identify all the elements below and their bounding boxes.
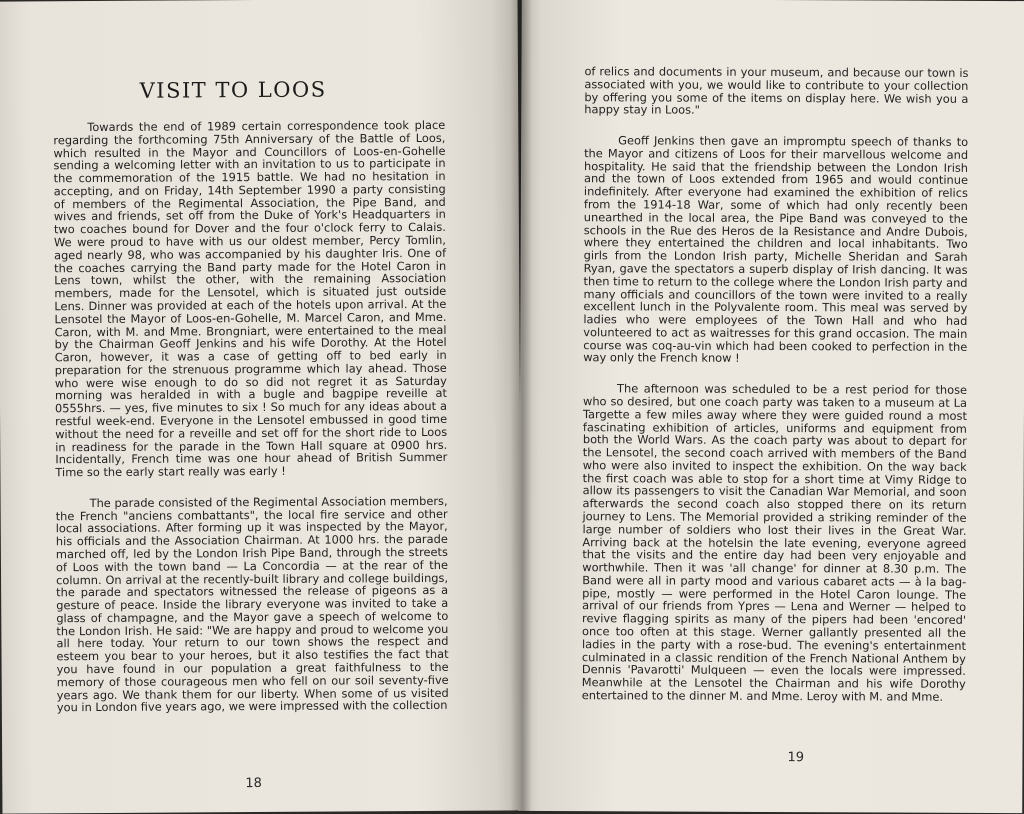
paragraph: The afternoon was scheduled to be a rest period for those who so desired, but one coach party was taken to a museum at La Targette a few miles away where they were guided round a most fascinating exhibition of articles, uniforms and equipment from both the World Wars. As the coach party was about to depart for the Lensotel, the second coach arrived with members of the Band who were also invited to inspect the exhibition. On the way back the first coach was able to stop for a short time at Vimy Ridge to allow its passengers to visit the Canadian War Memorial, and soon afterwards the second coach also stopped there on its return journey to Lens. The Memorial provided a striking reminder of the large number of soldiers who lost their lives in the Great War. Arriving back at the hotelsin the late evening, everyone agreed that the visits and the entire day had been very enjoyable and worthwhile. Then it was 'all change' for dinner at 8.30 p.m. The Band were all in party mood and various cabaret acts — à la bag-pipe, mostly — were performed in the Hotel Caron lounge. The arrival of our friends from Ypres — Lena and Werner — helped to revive flagging spirits as many of the pipers had been 'encored' once too often at this stage. Werner gallantly presented all the ladies in the party with a rose-bud. The evening's entertainment culminated in a classic rendition of the French National Anthem by Dennis 'Pavarotti' Mulqueen — even the locals were impressed. Meanwhile at the Lensotel the Chairman and his wife Dorothy entertained to the dinner M. and Mme. Leroy with M. and Mme. [581,381,968,704]
right-page-text [582,65,969,703]
page-number-right: 19 [787,750,805,766]
right-page [518,0,1024,813]
paragraph: The parade consisted of the Regimental Association members, the French "anciens combattants", the local fire service and other local associations. After forming up it was inspected by the Mayor, his officials and the Association Chairman. At 1000 hrs. the parade marched off, led by the London Irish Pipe Band, through the streets of Loos with the town band — La Concordia — at the rear of the column. On arrival at the recently-built library and college buildings, the parade and spectators witnessed the release of pigeons as a gesture of peace. Inside the library everyone was invited to take a glass of champagne, and the Mayor gave a speech of welcome to the London Irish. He said: "We are happy and proud to welcome you all here today. Your return to our town shows the respect and esteem you bear to your heroes, but it also testifies the fact that you have found in our population a great faithfulness to the memory of those courageous men who fell on our soil seventy-five years ago. We thank them for our liberty. When some of us visited you in London five years ago, we were impressed with the collection [55,493,449,715]
article-title: VISIT TO LOOS [139,77,327,103]
paragraph: Geoff Jenkins then gave an impromptu speech of thanks to the Mayor and citizens of Loos for their marvellous welcome and hospitality. He said that the friendship between the London Irish and the town of Loos extended from 1965 and would continue indefinitely. After everyone had examined the exhibition of relics from the 1914-18 War, some of which had only recently been unearthed in the local area, the Pipe Band was conveyed to the schools in the Rue des Heros de la Resistance and Andre Dubois, where they entertained the children and local inhabitants. Two girls from the London Irish party, Michelle Sheridan and Sarah Ryan, gave the spectators a superb display of Irish dancing. It was then time to return to the college where the London Irish party and many officials and councillors of the town were invited to a really excellent lunch in the Polyvalente room. This meal was served by ladies who were employees of the Town Hall and who had volunteered to act as waitresses for this grand occasion. The main course was coq-au-vin which had been cooked to perfection in the way only the French know ! [583,133,969,366]
paragraph: Towards the end of 1989 certain correspondence took place regarding the forthcoming 75th Anniversary of the Battle of Loos, which resulted in the Mayor and Councillors of Loos-en-Gohelle sending a welcoming letter with an invitation to us to participate in the commemoration of the 1915 battle. We had no hesitation in accepting, and on Friday, 14th September 1990 a party consisting of members of the Regimental Association, the Pipe Band, and wives and friends, set off from the Duke of York's Headquarters in two coaches bound for Dover and the four o'clock ferry to Calais. We were proud to have with us our oldest member, Percy Tomlin, aged nearly 98, who was accompanied by his daughter Iris. One of the coaches carrying the Band party made for the Hotel Caron in Lens town, whilst the other, with the remaining Association members, made for the Lensotel, which is situated just outside Lens. Dinner was provided at each of the hotels upon arrival. At the Lensotel the Mayor of Loos-en-Gohelle, M. Marcel Caron, and Mme. Caron, with M. and Mme. Brongniart, were entertained to the meal by the Chairman Geoff Jenkins and his wife Dorothy. At the Hotel Caron, however, it was a case of getting off to bed early in preparation for the strenuous programme which lay ahead. Those who were wise enough to do so did not regret it as Saturday morning was heralded in with a bugle and bagpipe reveille at 0555hrs. — yes, five minutes to six ! So much for any ideas about a restful week-end. Everyone in the Lensotel embussed in good time without the need for a reveille and set off for the short ride to Loos in readiness for the parade in the Town Hall square at 0900 hrs. Incidentally, French time was one hour ahead of British Summer Time so the early start really was early ! [53,117,448,480]
book-gutter [510,0,532,812]
paragraph: of relics and documents in your museum, and because our town is associated with you, we would like to contribute to your collection by offering you some of the items on display here. We wish you a happy stay in Loos." [584,64,969,118]
left-page-text [53,119,449,715]
page-number-left: 18 [245,775,262,792]
